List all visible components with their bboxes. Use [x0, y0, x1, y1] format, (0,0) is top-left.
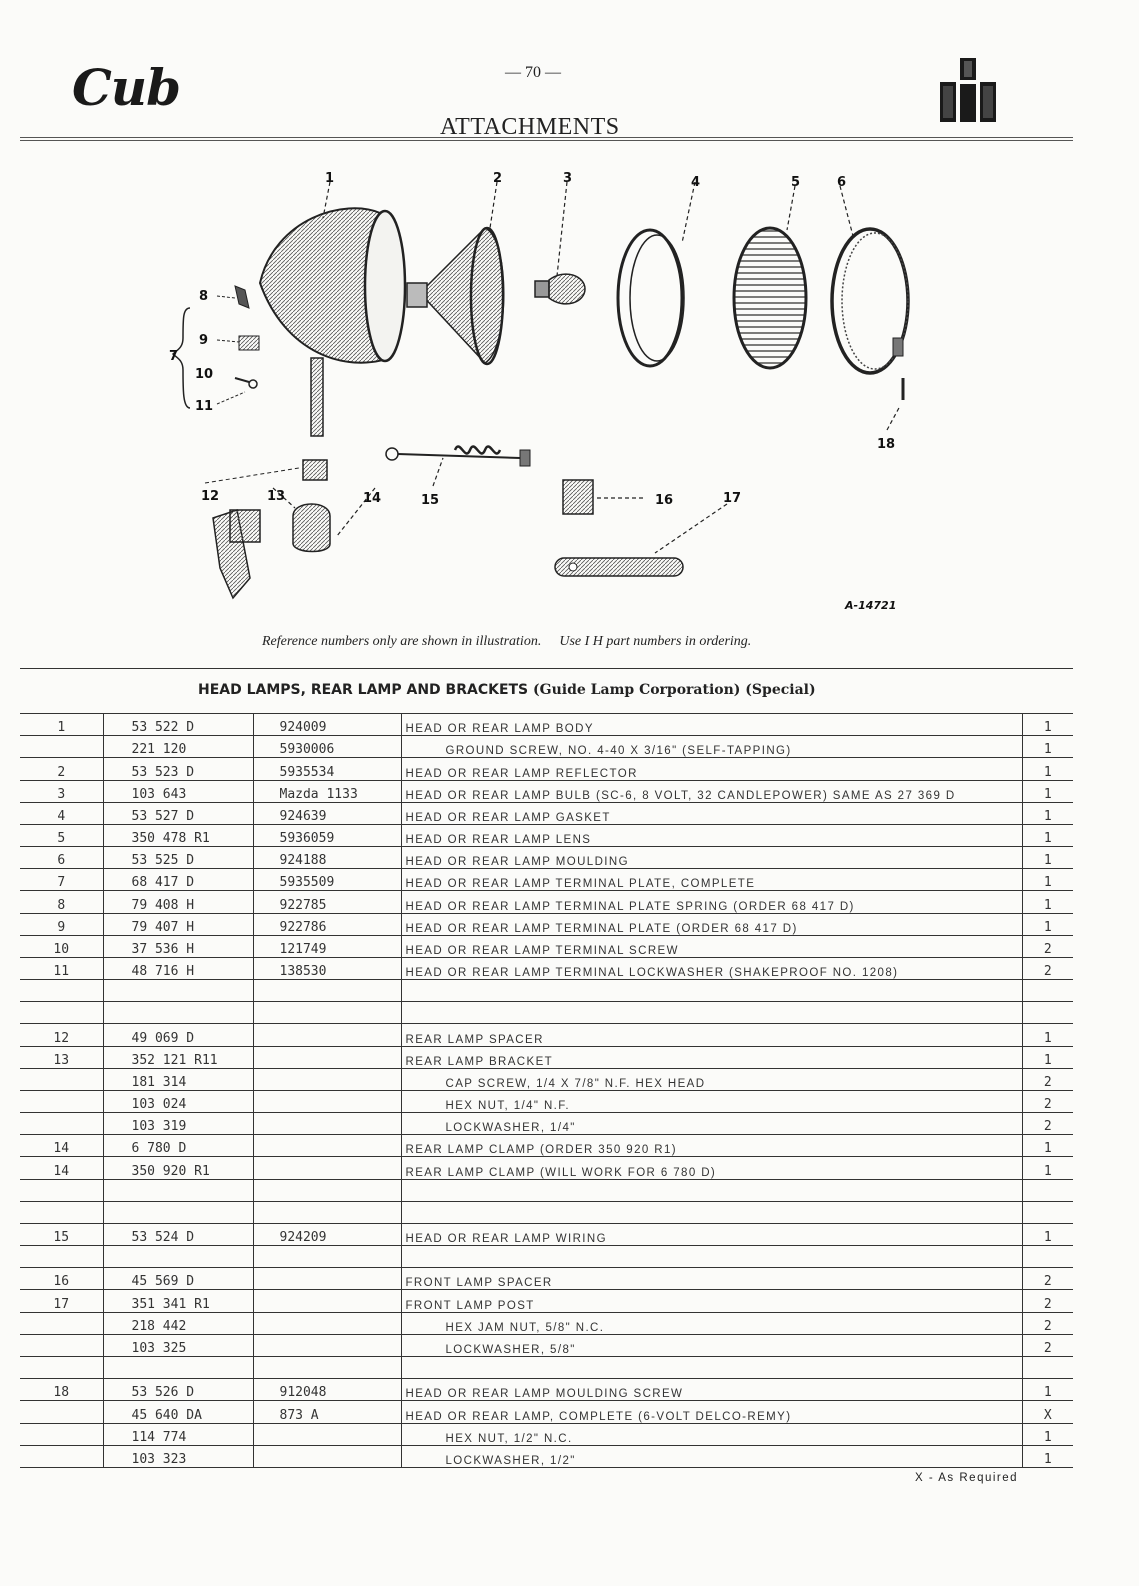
description-cell: HEAD OR REAR LAMP BULB (SC-6, 8 VOLT, 32 CANDLEPOWER) SAME AS 27 369 D — [401, 780, 1022, 802]
description-cell: REAR LAMP CLAMP (ORDER 350 920 R1) — [401, 1135, 1022, 1157]
maker-part-number-cell — [253, 1024, 401, 1046]
quantity-cell: X — [1022, 1401, 1073, 1423]
maker-part-number-cell — [253, 1246, 401, 1268]
maker-part-number-cell — [253, 1268, 401, 1290]
ih-logo-icon — [940, 58, 996, 122]
ref-label-11: 11 — [195, 399, 214, 414]
quantity-cell: 2 — [1022, 1312, 1073, 1334]
ref-number-cell — [20, 1201, 103, 1223]
description-cell: HEAD OR REAR LAMP WIRING — [401, 1223, 1022, 1245]
description-cell: HEAD OR REAR LAMP GASKET — [401, 802, 1022, 824]
description-cell: HEAD OR REAR LAMP MOULDING — [401, 847, 1022, 869]
ref-number-cell: 2 — [20, 758, 103, 780]
ref-number-cell: 7 — [20, 869, 103, 891]
quantity-cell: 1 — [1022, 736, 1073, 758]
maker-part-number-cell — [253, 1002, 401, 1024]
table-row — [20, 802, 1073, 824]
ref-number-cell: 11 — [20, 957, 103, 979]
ref-number-cell — [20, 1068, 103, 1090]
ref-number-cell — [20, 1246, 103, 1268]
description-cell: HEX JAM NUT, 5/8" N.C. — [401, 1312, 1022, 1334]
ih-part-number-cell: 53 526 D — [103, 1379, 253, 1401]
ih-part-number-cell: 103 325 — [103, 1334, 253, 1356]
section-title — [198, 682, 816, 698]
table-row — [20, 714, 1073, 736]
maker-part-number-cell — [253, 1157, 401, 1179]
caption-part-1: Reference numbers only are shown in illustration. — [262, 634, 542, 649]
ih-part-number-cell — [103, 1356, 253, 1378]
ref-label-15: 15 — [421, 493, 440, 508]
maker-part-number-cell — [253, 1423, 401, 1445]
table-row — [20, 1002, 1073, 1024]
ref-label-14: 14 — [363, 491, 382, 506]
ref-label-18: 18 — [877, 437, 896, 452]
cub-logo: Cub — [72, 58, 181, 117]
maker-part-number-cell — [253, 1356, 401, 1378]
maker-part-number-cell — [253, 1201, 401, 1223]
table-row — [20, 1401, 1073, 1423]
maker-part-number-cell: 138530 — [253, 957, 401, 979]
maker-part-number-cell — [253, 1290, 401, 1312]
quantity-cell: 1 — [1022, 891, 1073, 913]
quantity-cell: 2 — [1022, 957, 1073, 979]
description-cell: FRONT LAMP POST — [401, 1290, 1022, 1312]
quantity-cell: 1 — [1022, 913, 1073, 935]
description-cell — [401, 1179, 1022, 1201]
wiring-part — [386, 447, 530, 466]
quantity-cell: 1 — [1022, 1046, 1073, 1068]
maker-part-number-cell — [253, 980, 401, 1002]
ih-part-number-cell: 45 640 DA — [103, 1401, 253, 1423]
ref-number-cell: 14 — [20, 1135, 103, 1157]
quantity-cell: 1 — [1022, 780, 1073, 802]
ih-part-number-cell: 350 920 R1 — [103, 1157, 253, 1179]
table-row — [20, 1356, 1073, 1378]
table-row — [20, 913, 1073, 935]
ref-label-10: 10 — [195, 367, 214, 382]
description-cell: LOCKWASHER, 1/2" — [401, 1445, 1022, 1467]
table-row — [20, 1290, 1073, 1312]
quantity-cell — [1022, 1356, 1073, 1378]
quantity-cell: 2 — [1022, 1113, 1073, 1135]
maker-part-number-cell: 5935534 — [253, 758, 401, 780]
ref-number-cell: 12 — [20, 1024, 103, 1046]
maker-part-number-cell: 5935509 — [253, 869, 401, 891]
maker-part-number-cell — [253, 1090, 401, 1112]
maker-part-number-cell — [253, 1334, 401, 1356]
ih-part-number-cell: 45 569 D — [103, 1268, 253, 1290]
ref-number-cell — [20, 1401, 103, 1423]
quantity-cell: 2 — [1022, 1068, 1073, 1090]
maker-part-number-cell — [253, 1445, 401, 1467]
quantity-cell — [1022, 1002, 1073, 1024]
header-rule — [20, 137, 1073, 141]
quantity-cell: 2 — [1022, 1334, 1073, 1356]
description-cell: HEAD OR REAR LAMP LENS — [401, 824, 1022, 846]
ref-label-2: 2 — [493, 171, 503, 186]
ref-number-cell — [20, 1179, 103, 1201]
maker-part-number-cell: 924639 — [253, 802, 401, 824]
ih-part-number-cell: 53 525 D — [103, 847, 253, 869]
table-row — [20, 736, 1073, 758]
ref-label-9: 9 — [199, 333, 209, 348]
description-cell: HEAD OR REAR LAMP BODY — [401, 714, 1022, 736]
description-cell: GROUND SCREW, NO. 4-40 X 3/16" (SELF-TAPPING) — [401, 736, 1022, 758]
maker-part-number-cell: 5936059 — [253, 824, 401, 846]
ref-number-cell — [20, 1356, 103, 1378]
description-cell: HEAD OR REAR LAMP TERMINAL LOCKWASHER (SHAKEPROOF NO. 1208) — [401, 957, 1022, 979]
ih-part-number-cell: 352 121 R11 — [103, 1046, 253, 1068]
quantity-cell: 2 — [1022, 1090, 1073, 1112]
quantity-cell — [1022, 1201, 1073, 1223]
ih-part-number-cell: 350 478 R1 — [103, 824, 253, 846]
quantity-cell: 2 — [1022, 935, 1073, 957]
quantity-cell — [1022, 980, 1073, 1002]
ih-part-number-cell — [103, 1002, 253, 1024]
maker-part-number-cell — [253, 1068, 401, 1090]
gasket-part — [618, 230, 684, 366]
ih-part-number-cell: 6 780 D — [103, 1135, 253, 1157]
exploded-lamp-diagram — [165, 168, 925, 618]
quantity-cell: 1 — [1022, 1423, 1073, 1445]
table-row — [20, 980, 1073, 1002]
ih-part-number-cell: 103 323 — [103, 1445, 253, 1467]
ih-part-number-cell — [103, 1246, 253, 1268]
quantity-cell: 2 — [1022, 1290, 1073, 1312]
ih-part-number-cell: 218 442 — [103, 1312, 253, 1334]
ref-number-cell: 6 — [20, 847, 103, 869]
ih-part-number-cell: 53 527 D — [103, 802, 253, 824]
quantity-cell: 1 — [1022, 1223, 1073, 1245]
ih-part-number-cell: 79 407 H — [103, 913, 253, 935]
quantity-cell: 2 — [1022, 1268, 1073, 1290]
ih-part-number-cell: 37 536 H — [103, 935, 253, 957]
ih-part-number-cell: 48 716 H — [103, 957, 253, 979]
ref-label-6: 6 — [837, 175, 847, 190]
description-cell: REAR LAMP BRACKET — [401, 1046, 1022, 1068]
quantity-cell: 1 — [1022, 869, 1073, 891]
ref-number-cell — [20, 1334, 103, 1356]
maker-part-number-cell: Mazda 1133 — [253, 780, 401, 802]
maker-part-number-cell — [253, 1312, 401, 1334]
maker-part-number-cell: 912048 — [253, 1379, 401, 1401]
description-cell: HEAD OR REAR LAMP REFLECTOR — [401, 758, 1022, 780]
quantity-cell: 1 — [1022, 847, 1073, 869]
lens-part — [734, 228, 806, 368]
description-cell — [401, 1356, 1022, 1378]
table-row — [20, 869, 1073, 891]
section-title-sub: (Guide Lamp Corporation) (Special) — [533, 682, 816, 698]
ref-number-cell — [20, 1445, 103, 1467]
ih-part-number-cell: 181 314 — [103, 1068, 253, 1090]
footnote: X - As Required — [915, 1472, 1019, 1484]
reflector-part — [407, 228, 504, 364]
table-row — [20, 1157, 1073, 1179]
ref-number-cell — [20, 980, 103, 1002]
quantity-cell: 1 — [1022, 758, 1073, 780]
quantity-cell — [1022, 1246, 1073, 1268]
description-cell — [401, 1246, 1022, 1268]
maker-part-number-cell: 121749 — [253, 935, 401, 957]
ref-label-16: 16 — [655, 493, 674, 508]
ref-label-4: 4 — [691, 175, 701, 190]
ref-number-cell: 13 — [20, 1046, 103, 1068]
description-cell: HEAD OR REAR LAMP TERMINAL SCREW — [401, 935, 1022, 957]
ih-part-number-cell: 53 524 D — [103, 1223, 253, 1245]
parts-table — [20, 713, 1073, 1468]
maker-part-number-cell — [253, 1179, 401, 1201]
ref-number-cell: 4 — [20, 802, 103, 824]
figure-code: A-14721 — [845, 599, 897, 612]
table-row — [20, 824, 1073, 846]
quantity-cell — [1022, 1179, 1073, 1201]
ref-label-8: 8 — [199, 289, 209, 304]
ih-part-number-cell — [103, 1179, 253, 1201]
ih-part-number-cell: 53 523 D — [103, 758, 253, 780]
table-row — [20, 1423, 1073, 1445]
maker-part-number-cell: 924009 — [253, 714, 401, 736]
table-row — [20, 1090, 1073, 1112]
page-title: ATTACHMENTS — [440, 114, 620, 140]
description-cell — [401, 1201, 1022, 1223]
ref-label-12: 12 — [201, 489, 220, 504]
quantity-cell: 1 — [1022, 1445, 1073, 1467]
description-cell — [401, 980, 1022, 1002]
ref-number-cell — [20, 1113, 103, 1135]
table-row — [20, 1113, 1073, 1135]
table-row — [20, 1068, 1073, 1090]
ref-number-cell: 18 — [20, 1379, 103, 1401]
ref-number-cell: 1 — [20, 714, 103, 736]
ih-part-number-cell: 103 024 — [103, 1090, 253, 1112]
ih-part-number-cell: 103 643 — [103, 780, 253, 802]
ih-part-number-cell — [103, 980, 253, 1002]
description-cell: CAP SCREW, 1/4 X 7/8" N.F. HEX HEAD — [401, 1068, 1022, 1090]
caption-part-2: Use I H part numbers in ordering. — [559, 634, 752, 649]
maker-part-number-cell: 924209 — [253, 1223, 401, 1245]
ih-part-number-cell: 221 120 — [103, 736, 253, 758]
maker-part-number-cell: 924188 — [253, 847, 401, 869]
table-row — [20, 1135, 1073, 1157]
table-row — [20, 1179, 1073, 1201]
maker-part-number-cell — [253, 1113, 401, 1135]
maker-part-number-cell — [253, 1046, 401, 1068]
quantity-cell: 1 — [1022, 802, 1073, 824]
table-row — [20, 1312, 1073, 1334]
table-row — [20, 891, 1073, 913]
bracket-parts — [205, 460, 330, 598]
ref-number-cell: 8 — [20, 891, 103, 913]
description-cell: HEX NUT, 1/2" N.C. — [401, 1423, 1022, 1445]
maker-part-number-cell — [253, 1135, 401, 1157]
ref-number-cell: 14 — [20, 1157, 103, 1179]
ref-number-cell — [20, 1002, 103, 1024]
table-row — [20, 957, 1073, 979]
ref-number-cell: 10 — [20, 935, 103, 957]
ih-part-number-cell: 68 417 D — [103, 869, 253, 891]
ref-number-cell — [20, 1312, 103, 1334]
ref-number-cell: 16 — [20, 1268, 103, 1290]
quantity-cell: 1 — [1022, 1379, 1073, 1401]
ih-part-number-cell: 114 774 — [103, 1423, 253, 1445]
description-cell: HEAD OR REAR LAMP TERMINAL PLATE, COMPLETE — [401, 869, 1022, 891]
description-cell: HEAD OR REAR LAMP TERMINAL PLATE (ORDER 68 417 D) — [401, 913, 1022, 935]
diagram-caption — [262, 634, 751, 650]
ih-part-number-cell: 49 069 D — [103, 1024, 253, 1046]
table-row — [20, 1334, 1073, 1356]
table-row — [20, 1024, 1073, 1046]
quantity-cell: 1 — [1022, 824, 1073, 846]
table-row — [20, 1246, 1073, 1268]
ref-number-cell: 3 — [20, 780, 103, 802]
table-row — [20, 1445, 1073, 1467]
table-row — [20, 1379, 1073, 1401]
ih-part-number-cell: 103 319 — [103, 1113, 253, 1135]
ref-label-5: 5 — [791, 175, 801, 190]
description-cell: LOCKWASHER, 5/8" — [401, 1334, 1022, 1356]
ref-number-cell: 15 — [20, 1223, 103, 1245]
ref-number-cell: 17 — [20, 1290, 103, 1312]
ih-part-number-cell — [103, 1201, 253, 1223]
table-row — [20, 847, 1073, 869]
table-row — [20, 780, 1073, 802]
ref-label-13: 13 — [267, 489, 286, 504]
description-cell: REAR LAMP CLAMP (WILL WORK FOR 6 780 D) — [401, 1157, 1022, 1179]
page-number: — 70 — — [505, 64, 561, 81]
section-rule — [20, 668, 1073, 669]
ref-number-cell — [20, 736, 103, 758]
description-cell: HEX NUT, 1/4" N.F. — [401, 1090, 1022, 1112]
ih-part-number-cell: 53 522 D — [103, 714, 253, 736]
bulb-part — [535, 274, 585, 304]
ih-part-number-cell: 79 408 H — [103, 891, 253, 913]
table-row — [20, 1223, 1073, 1245]
ref-number-cell — [20, 1090, 103, 1112]
ref-label-3: 3 — [563, 171, 573, 186]
terminal-parts — [173, 286, 259, 408]
ref-number-cell: 5 — [20, 824, 103, 846]
ref-number-cell: 9 — [20, 913, 103, 935]
ref-label-17: 17 — [723, 491, 742, 506]
ref-label-7: 7 — [169, 349, 179, 364]
maker-part-number-cell: 922785 — [253, 891, 401, 913]
quantity-cell: 1 — [1022, 714, 1073, 736]
table-row — [20, 935, 1073, 957]
description-cell: FRONT LAMP SPACER — [401, 1268, 1022, 1290]
section-title-main: HEAD LAMPS, REAR LAMP AND BRACKETS — [198, 682, 529, 698]
table-row — [20, 1046, 1073, 1068]
table-row — [20, 1201, 1073, 1223]
description-cell — [401, 1002, 1022, 1024]
description-cell: HEAD OR REAR LAMP, COMPLETE (6-VOLT DELCO-REMY) — [401, 1401, 1022, 1423]
description-cell: HEAD OR REAR LAMP TERMINAL PLATE SPRING (ORDER 68 417 D) — [401, 891, 1022, 913]
ih-part-number-cell: 351 341 R1 — [103, 1290, 253, 1312]
ref-number-cell — [20, 1423, 103, 1445]
table-row — [20, 1268, 1073, 1290]
description-cell: LOCKWASHER, 1/4" — [401, 1113, 1022, 1135]
ref-label-1: 1 — [325, 171, 335, 186]
lamp-body-part — [260, 208, 405, 436]
description-cell: REAR LAMP SPACER — [401, 1024, 1022, 1046]
quantity-cell: 1 — [1022, 1135, 1073, 1157]
maker-part-number-cell: 5930006 — [253, 736, 401, 758]
description-cell: HEAD OR REAR LAMP MOULDING SCREW — [401, 1379, 1022, 1401]
moulding-part — [832, 229, 908, 400]
quantity-cell: 1 — [1022, 1024, 1073, 1046]
maker-part-number-cell: 922786 — [253, 913, 401, 935]
quantity-cell: 1 — [1022, 1157, 1073, 1179]
table-row — [20, 758, 1073, 780]
maker-part-number-cell: 873 A — [253, 1401, 401, 1423]
